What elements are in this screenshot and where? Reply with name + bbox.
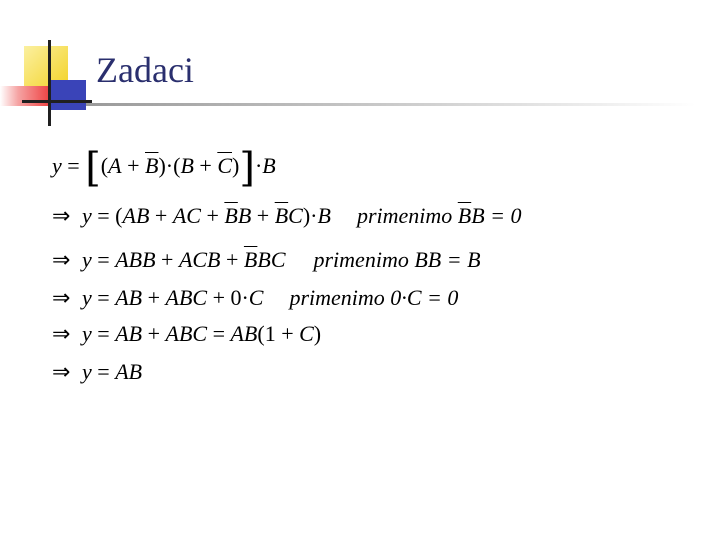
title-underline: [86, 103, 696, 106]
equation-line-6: [52, 358, 142, 386]
equation-line-5: [52, 320, 321, 348]
equation-line-4: [52, 284, 458, 312]
implies-symbol: ⇒: [52, 285, 71, 310]
implies-symbol: ⇒: [52, 321, 71, 346]
equation-expression: y = AB + ABC = AB(1 + C): [82, 321, 322, 346]
implies-symbol: ⇒: [52, 203, 71, 228]
decor-blue-square: [50, 80, 86, 110]
implies-symbol: ⇒: [52, 359, 71, 384]
equation-expression: $y = [(A + \overline{B})\cdot(B + \overline{C})]\cdot B$: [52, 145, 276, 191]
equation-note: primenimo BB = B: [313, 247, 481, 272]
equation-expression: y = AB: [82, 359, 143, 384]
slide-title: Zadaci: [96, 50, 194, 90]
equation-line-2: [52, 202, 522, 230]
equation-expression: y = ABB + ACB + $\overline{B}BC$: [82, 247, 286, 272]
decor-vertical-line: [48, 40, 51, 126]
decor-horizontal-line: [22, 100, 92, 103]
equation-expression: y = AB + ABC + 0·C: [82, 285, 264, 310]
equation-expression: y = (AB + AC + $\overline{B}B + \overline{B}C)\cdot B$: [82, 203, 331, 228]
decor-red-bar: [0, 86, 52, 106]
equation-note: primenimo $\overline{B}B = 0$: [356, 203, 522, 228]
implies-symbol: ⇒: [52, 247, 71, 272]
equation-note: primenimo 0·C = 0: [289, 285, 459, 310]
equation-line-1: [52, 145, 276, 191]
equation-line-3: [52, 246, 481, 274]
